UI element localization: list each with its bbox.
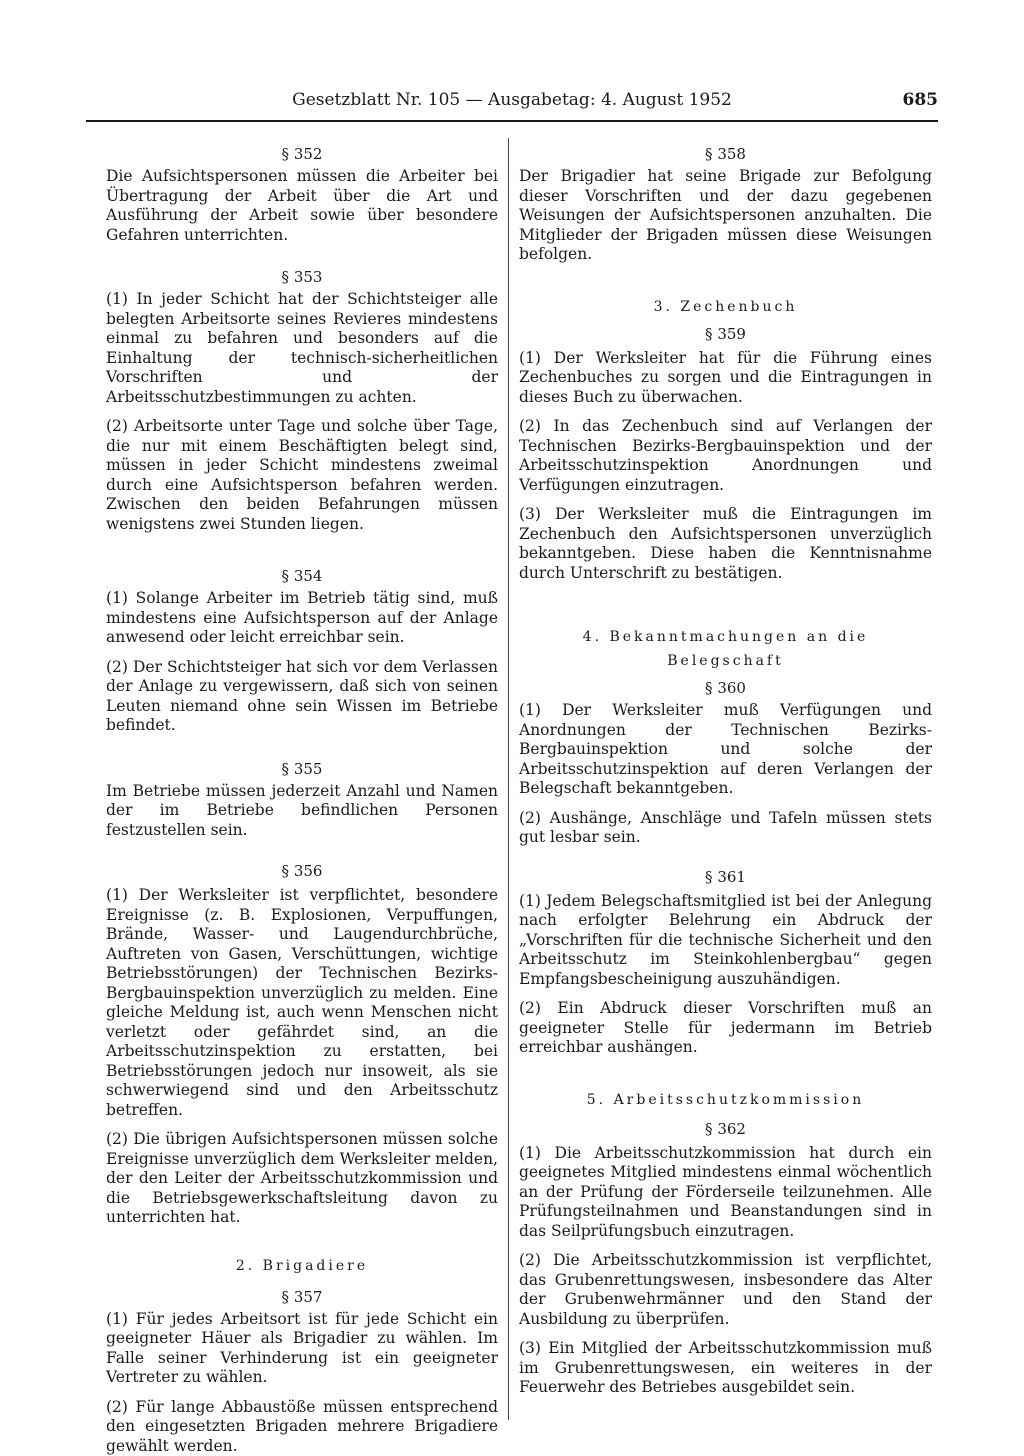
section-359 (519, 323, 932, 584)
section-354 (106, 565, 498, 736)
section-title: § 356 (106, 860, 498, 882)
paragraph: (1) Der Werksleiter hat für die Führung eines Zechenbuches zu sorgen und die Eintragungen in dieses Buch zu überwachen. (519, 349, 932, 408)
paragraph: (2) Arbeitsorte unter Tage und solche über Tage, die nur mit einem Beschäftigten belegt sind, müssen in jeder Schicht mindestens zweimal durch eine Aufsichtsperson befahren werden. Zwischen den beiden Befahrungen müssen wenigstens zwei Stunden liegen. (106, 417, 498, 534)
paragraph: (2) Die übrigen Aufsichtspersonen müssen solche Ereignisse unverzüglich dem Werksleiter melden, der den Leiter der Arbeitsschutzkommission und die Betriebsgewerkschaftsleitung davon zu unterrichten hat. (106, 1130, 498, 1228)
section-title: § 358 (519, 143, 932, 165)
paragraph: (2) Ein Abdruck dieser Vorschriften muß an geeigneter Stelle für jedermann im Betrieb erreichbar aushängen. (519, 999, 932, 1058)
paragraph: (2) Die Arbeitsschutzkommission ist verpflichtet, das Grubenrettungswesen, insbesondere das Alter der Grubenwehrmänner und den Stand der Ausbildung zu überprüfen. (519, 1251, 932, 1329)
chapter-heading: 4. Bekanntmachungen an die (519, 625, 932, 649)
paragraph: (2) Der Schichtsteiger hat sich vor dem Verlassen der Anlage zu vergewissern, daß sich von seinen Leuten niemand ohne sein Wissen im Betriebe befindet. (106, 658, 498, 736)
section-361 (519, 866, 932, 1058)
page-header (86, 88, 938, 122)
section-title: § 353 (106, 266, 498, 288)
section-352 (106, 143, 498, 245)
section-353 (106, 266, 498, 534)
left-column (106, 138, 498, 1456)
paragraph: (1) Die Arbeitsschutzkommission hat durch ein geeignetes Mitglied mindestens einmal wöchentlich an der Prüfung der Förderseile teilzunehmen. Alle Prüfungsteilnahmen und Beanstandungen sind in das Seilprüfungsbuch einzutragen. (519, 1144, 932, 1242)
section-title: § 354 (106, 565, 498, 587)
header-title: Gesetzblatt Nr. 105 — Ausgabetag: 4. August 1952 (86, 90, 938, 110)
section-362 (519, 1118, 932, 1398)
section-357 (106, 1286, 498, 1456)
paragraph: (1) Der Werksleiter muß Verfügungen und Anordnungen der Technischen Bezirks-Bergbauinspektion und solche der Arbeitsschutzinspektion auf deren Verlangen der Belegschaft bekanntgeben. (519, 701, 932, 799)
paragraph: (3) Ein Mitglied der Arbeitsschutzkommission muß im Grubenrettungswesen, ein weiteres in der Feuerwehr des Betriebes ausgebildet sein. (519, 1339, 932, 1398)
section-title: § 361 (519, 866, 932, 888)
paragraph: Der Brigadier hat seine Brigade zur Befolgung dieser Vorschriften und der dazu gegebenen Weisungen der Aufsichtspersonen anzuhalten. Die Mitglieder der Brigaden müssen diese Weisungen befolgen. (519, 167, 932, 265)
paragraph: (1) Jedem Belegschaftsmitglied ist bei der Anlegung nach erfolgter Belehrung ein Abdruck der „Vorschriften für die technische Sicherheit und den Arbeitsschutz im Steinkohlenbergbau“ gegen Empfangsbescheinigung auszuhändigen. (519, 892, 932, 990)
paragraph: (2) Für lange Abbaustöße müssen entsprechend den eingesetzten Brigaden mehrere Brigadiere gewählt werden. (106, 1398, 498, 1456)
paragraph: (1) Der Werksleiter ist verpflichtet, besondere Ereignisse (z. B. Explosionen, Verpuffungen, Brände, Wasser- und Laugendurchbrüche, Auftreten von Gasen, Verschüttungen, wichtige Betriebsstörungen) der Technischen Bezirks-Bergbauinspektion unverzüglich zu melden. Eine gleiche Meldung ist, auch wenn Menschen nicht verletzt oder gefährdet sind, an die Arbeitsschutzinspektion zu erstatten, bei Betriebsstörungen jedoch nur insoweit, als sie schwerwiegend sind und den Arbeitsschutz betreffen. (106, 886, 498, 1120)
paragraph: (1) Solange Arbeiter im Betrieb tätig sind, muß mindestens eine Aufsichtsperson auf der Anlage anwesend oder leicht erreichbar sein. (106, 589, 498, 648)
paragraph: (3) Der Werksleiter muß die Eintragungen im Zechenbuch den Aufsichtspersonen unverzüglich bekanntgeben. Diese haben die Kenntnisnahme durch Unterschrift zu bestätigen. (519, 505, 932, 583)
section-360 (519, 677, 932, 848)
paragraph: (2) Aushänge, Anschläge und Tafeln müssen stets gut lesbar sein. (519, 809, 932, 848)
page-number: 685 (903, 90, 939, 110)
paragraph: Die Aufsichtspersonen müssen die Arbeiter bei Übertragung der Arbeit über die Art und Ausführung der Arbeit sowie über besondere Gefahren unterrichten. (106, 167, 498, 245)
section-356 (106, 860, 498, 1228)
section-title: § 357 (106, 1286, 498, 1308)
paragraph: (1) In jeder Schicht hat der Schichtsteiger alle belegten Arbeitsorte seines Revieres mindestens einmal zu befahren und besonders auf die Einhaltung der technisch-sicherheitlichen Vorschriften und der Arbeitsschutzbestimmungen zu achten. (106, 290, 498, 407)
section-title: § 360 (519, 677, 932, 699)
section-title: § 352 (106, 143, 498, 165)
chapter-heading: 2. Brigadiere (106, 1254, 498, 1278)
section-title: § 359 (519, 323, 932, 345)
chapter-heading-continued: Belegschaft (519, 649, 932, 673)
section-title: § 362 (519, 1118, 932, 1140)
chapter-heading: 5. Arbeitsschutzkommission (519, 1088, 932, 1112)
section-355 (106, 758, 498, 841)
right-column (519, 138, 932, 1398)
section-358 (519, 143, 932, 265)
column-divider (508, 138, 509, 1420)
paragraph: Im Betriebe müssen jederzeit Anzahl und Namen der im Betriebe befindlichen Personen festzustellen sein. (106, 782, 498, 841)
chapter-heading: 3. Zechenbuch (519, 295, 932, 319)
section-title: § 355 (106, 758, 498, 780)
paragraph: (1) Für jedes Arbeitsort ist für jede Schicht ein geeigneter Häuer als Brigadier zu wählen. Im Falle seiner Verhinderung ist ein geeigneter Vertreter zu wählen. (106, 1310, 498, 1388)
paragraph: (2) In das Zechenbuch sind auf Verlangen der Technischen Bezirks-Bergbauinspektion und der Arbeitsschutzinspektion Anordnungen und Verfügungen einzutragen. (519, 417, 932, 495)
